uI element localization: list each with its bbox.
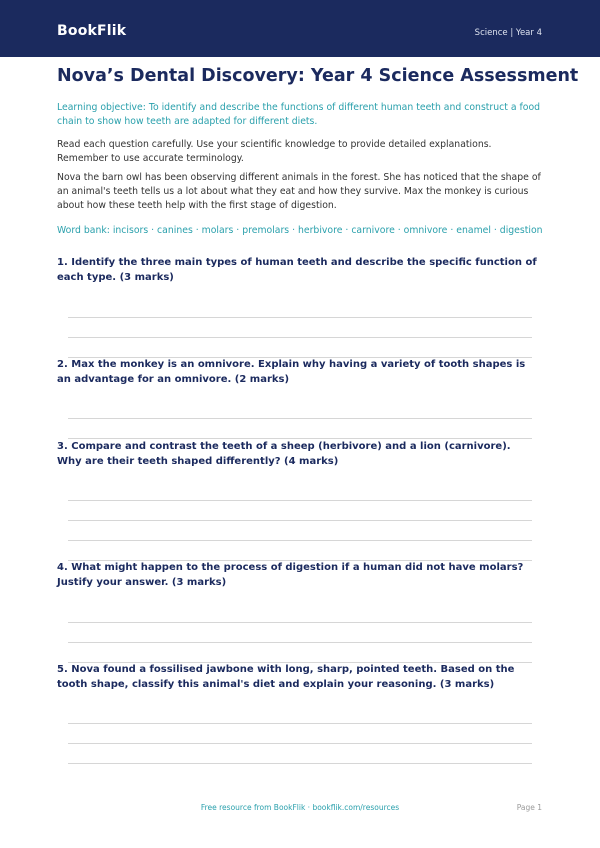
subject-year-label: Science | Year 4 (474, 28, 542, 38)
brand-logo-text: BookFlik (57, 23, 127, 39)
page-title: Nova’s Dental Discovery: Year 4 Science Assessment (57, 66, 579, 86)
answer-line[interactable] (68, 540, 532, 541)
answer-line[interactable] (68, 743, 532, 744)
answer-line[interactable] (68, 337, 532, 338)
footer-source: Free resource from BookFlik · bookflik.com/resources (200, 803, 400, 812)
instructions-text: Read each question carefully. Use your scientific knowledge to provide detailed explanations. Remember to use accurate terminology. (57, 139, 492, 164)
word-bank: Word bank: incisors · canines · molars · premolars · herbivore · carnivore · omnivore · enamel · digestion (57, 225, 543, 236)
page-header (0, 0, 600, 57)
answer-line[interactable] (68, 763, 532, 764)
question-2: 2. Max the monkey is an omnivore. Explain why having a variety of tooth shapes is an advantage for an omnivore. (2 marks) (57, 359, 526, 385)
story-intro-text: Nova the barn owl has been observing different animals in the forest. She has noticed that the shape of an animal's teeth tells us a lot about what they eat and how they survive. Max the monkey is curious about how these teeth help with the first stage of digestion. (57, 172, 541, 211)
answer-line[interactable] (68, 317, 532, 318)
answer-line[interactable] (68, 723, 532, 724)
answer-line[interactable] (68, 622, 532, 623)
answer-line[interactable] (68, 642, 532, 643)
question-4: 4. What might happen to the process of digestion if a human did not have molars? Justify your answer. (3 marks) (57, 562, 524, 588)
learning-objective: Learning objective: To identify and describe the functions of different human teeth and construct a food chain to show how teeth are adapted for different diets. (57, 102, 541, 127)
answer-line[interactable] (68, 418, 532, 419)
answer-line[interactable] (68, 520, 532, 521)
answer-line[interactable] (68, 500, 532, 501)
question-5: 5. Nova found a fossilised jawbone with long, sharp, pointed teeth. Based on the tooth shape, classify this animal's diet and explain your reasoning. (3 marks) (57, 664, 515, 690)
question-1: 1. Identify the three main types of human teeth and describe the specific function of each type. (3 marks) (57, 257, 537, 283)
page-number: Page 1 (516, 803, 542, 812)
question-3: 3. Compare and contrast the teeth of a sheep (herbivore) and a lion (carnivore). Why are their teeth shaped differently? (4 marks) (57, 441, 511, 467)
